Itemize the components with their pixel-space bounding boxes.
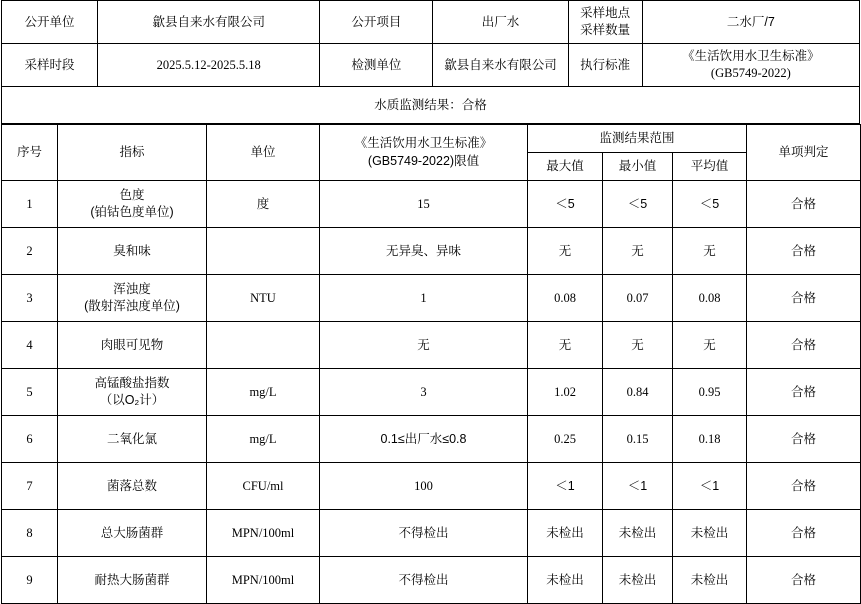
table-row: [2, 228, 861, 275]
cell-verdict: 合格: [747, 322, 861, 369]
col-min: 最小值: [603, 153, 673, 181]
cell-min: ＜1: [603, 463, 673, 510]
label-public-unit: 公开单位: [2, 1, 98, 44]
value-sampling-period: 2025.5.12-2025.5.18: [98, 44, 320, 87]
cell-avg: ＜5: [673, 181, 747, 228]
cell-avg: 未检出: [673, 557, 747, 604]
cell-seq: 9: [2, 557, 58, 604]
cell-limit: 无异臭、异味: [320, 228, 528, 275]
cell-min: 无: [603, 228, 673, 275]
cell-min: 无: [603, 322, 673, 369]
col-indicator: 指标: [58, 125, 207, 181]
cell-avg: 未检出: [673, 510, 747, 557]
cell-indicator: 肉眼可见物: [58, 322, 207, 369]
cell-indicator: 总大肠菌群: [58, 510, 207, 557]
cell-verdict: 合格: [747, 416, 861, 463]
cell-indicator: 耐热大肠菌群: [58, 557, 207, 604]
col-unit: 单位: [207, 125, 320, 181]
cell-unit: NTU: [207, 275, 320, 322]
cell-seq: 8: [2, 510, 58, 557]
cell-indicator-line2: (散射浑浊度单位): [84, 299, 180, 313]
cell-min: 未检出: [603, 557, 673, 604]
table-row: [2, 463, 861, 510]
label-sampling-location: 采样地点: [580, 5, 631, 20]
col-limit-line1: 《生活饮用水卫生标准》: [354, 136, 493, 150]
cell-indicator-line1: 浑浊度: [113, 281, 151, 296]
cell-indicator-line1: 色度: [119, 187, 145, 202]
result-banner-row: [2, 87, 860, 124]
cell-max: 0.25: [528, 416, 603, 463]
col-max: 最大值: [528, 153, 603, 181]
cell-seq: 6: [2, 416, 58, 463]
cell-unit: MPN/100ml: [207, 510, 320, 557]
cell-max: 1.02: [528, 369, 603, 416]
cell-max: 无: [528, 322, 603, 369]
cell-indicator: [58, 369, 207, 416]
cell-max: 未检出: [528, 557, 603, 604]
cell-indicator: 菌落总数: [58, 463, 207, 510]
table-row: [2, 322, 861, 369]
cell-limit: 不得检出: [320, 557, 528, 604]
cell-indicator: [58, 181, 207, 228]
cell-limit: 0.1≤出厂水≤0.8: [320, 416, 528, 463]
column-header-row-1: [2, 125, 861, 153]
cell-unit: [207, 228, 320, 275]
cell-limit: 1: [320, 275, 528, 322]
cell-indicator-line1: 高锰酸盐指数: [94, 375, 170, 390]
table-row: [2, 275, 861, 322]
cell-verdict: 合格: [747, 463, 861, 510]
cell-avg: 0.18: [673, 416, 747, 463]
cell-avg: 0.95: [673, 369, 747, 416]
cell-unit: CFU/ml: [207, 463, 320, 510]
header-row-1: [2, 1, 860, 44]
cell-verdict: 合格: [747, 557, 861, 604]
cell-limit: 无: [320, 322, 528, 369]
cell-seq: 1: [2, 181, 58, 228]
label-standard: 执行标准: [568, 44, 642, 87]
cell-avg: 无: [673, 322, 747, 369]
cell-unit: 度: [207, 181, 320, 228]
cell-min: 未检出: [603, 510, 673, 557]
value-public-project: 出厂水: [433, 1, 568, 44]
col-verdict: 单项判定: [747, 125, 861, 181]
results-table: [1, 124, 861, 604]
label-sampling-count: 采样数量: [580, 23, 631, 37]
header-table: [1, 0, 860, 124]
value-standard-code: (GB5749-2022): [710, 66, 791, 80]
table-row: [2, 416, 861, 463]
cell-indicator: 二氧化氯: [58, 416, 207, 463]
cell-indicator: [58, 275, 207, 322]
cell-avg: ＜1: [673, 463, 747, 510]
cell-verdict: 合格: [747, 369, 861, 416]
col-seq: 序号: [2, 125, 58, 181]
cell-limit: 15: [320, 181, 528, 228]
col-limit: [320, 125, 528, 181]
cell-min: 0.07: [603, 275, 673, 322]
table-row: [2, 557, 861, 604]
cell-max: ＜5: [528, 181, 603, 228]
label-public-project: 公开项目: [320, 1, 433, 44]
cell-seq: 5: [2, 369, 58, 416]
cell-unit: mg/L: [207, 369, 320, 416]
table-row: [2, 369, 861, 416]
value-standard: [642, 44, 859, 87]
cell-min: ＜5: [603, 181, 673, 228]
cell-min: 0.15: [603, 416, 673, 463]
cell-max: 未检出: [528, 510, 603, 557]
cell-limit: 不得检出: [320, 510, 528, 557]
cell-max: ＜1: [528, 463, 603, 510]
value-sampling-location-count: 二水厂/7: [642, 1, 859, 44]
value-testing-unit: 歙县自来水有限公司: [433, 44, 568, 87]
col-limit-line2: (GB5749-2022)限值: [367, 153, 480, 168]
cell-seq: 2: [2, 228, 58, 275]
result-banner: 水质监测结果：合格: [2, 87, 860, 124]
cell-seq: 4: [2, 322, 58, 369]
cell-verdict: 合格: [747, 510, 861, 557]
cell-indicator-line2: （以O₂计）: [99, 393, 165, 407]
cell-seq: 3: [2, 275, 58, 322]
col-avg: 平均值: [673, 153, 747, 181]
cell-min: 0.84: [603, 369, 673, 416]
value-public-unit: 歙县自来水有限公司: [98, 1, 320, 44]
cell-limit: 3: [320, 369, 528, 416]
table-row: [2, 181, 861, 228]
label-testing-unit: 检测单位: [320, 44, 433, 87]
cell-indicator: 臭和味: [58, 228, 207, 275]
label-sampling-location-count: [568, 1, 642, 44]
cell-verdict: 合格: [747, 228, 861, 275]
cell-limit: 100: [320, 463, 528, 510]
cell-verdict: 合格: [747, 275, 861, 322]
value-standard-name: 《生活饮用水卫生标准》: [682, 48, 820, 63]
cell-max: 0.08: [528, 275, 603, 322]
cell-max: 无: [528, 228, 603, 275]
header-row-2: [2, 44, 860, 87]
col-range-group: 监测结果范围: [528, 125, 747, 153]
cell-avg: 0.08: [673, 275, 747, 322]
table-row: [2, 510, 861, 557]
cell-avg: 无: [673, 228, 747, 275]
cell-unit: mg/L: [207, 416, 320, 463]
cell-unit: [207, 322, 320, 369]
cell-indicator-line2: (铂钴色度单位): [90, 205, 174, 219]
cell-unit: MPN/100ml: [207, 557, 320, 604]
cell-seq: 7: [2, 463, 58, 510]
label-sampling-period: 采样时段: [2, 44, 98, 87]
cell-verdict: 合格: [747, 181, 861, 228]
